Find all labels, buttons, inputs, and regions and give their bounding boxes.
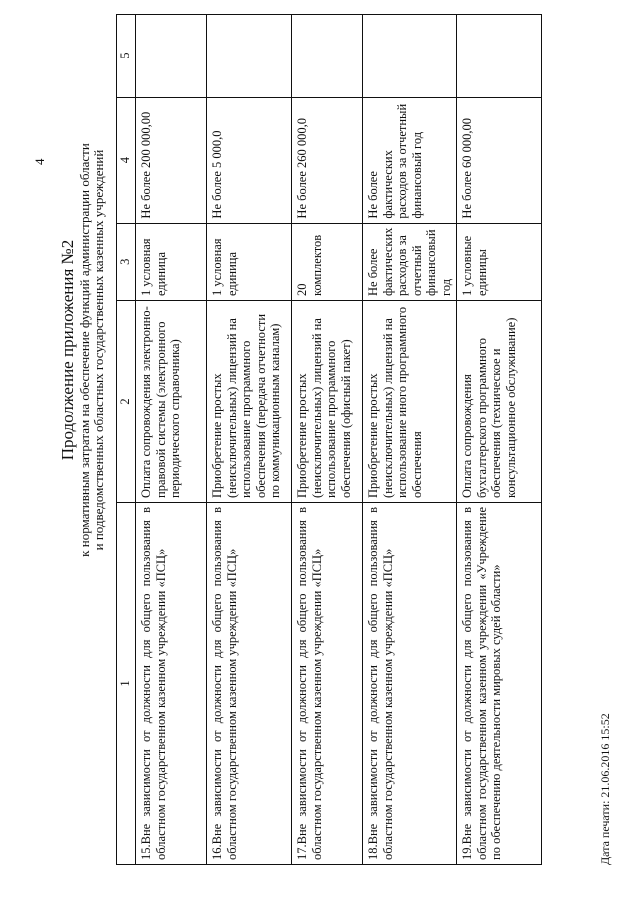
cell-price: Не более 200 000,00 bbox=[136, 97, 207, 223]
cell-col5 bbox=[457, 14, 542, 97]
table-header-row bbox=[117, 14, 136, 864]
cell-service: Приобретение простых (неисключительных) лицензий на использование программного обеспечения (передача отчетности по коммуникационным каналам) bbox=[207, 301, 292, 503]
table-row bbox=[136, 14, 207, 864]
header-col-4: 4 bbox=[117, 97, 136, 223]
table-row bbox=[292, 14, 363, 864]
cell-quantity: 1 условные единицы bbox=[457, 223, 542, 300]
cell-price: Не более 5 000,0 bbox=[207, 97, 292, 223]
header-col-5: 5 bbox=[117, 14, 136, 97]
print-date: Дата печати: 21.06.2016 15:52 bbox=[598, 713, 612, 865]
cell-description: 16.Вне зависимости от должности для общего пользования в областном государственном казенном учреждении «ПСЦ» bbox=[207, 503, 292, 865]
appendix-title: Продолжение приложения №2 bbox=[58, 239, 77, 461]
cell-col5 bbox=[292, 14, 363, 97]
header-col-2: 2 bbox=[117, 301, 136, 503]
cell-description: 19.Вне зависимости от должности для общего пользования в областном государственном казенном учреждении «Учреждение по обеспечению деятельности мировых судей области» bbox=[457, 503, 542, 865]
header-col-1: 1 bbox=[117, 503, 136, 865]
page-number: 4 bbox=[32, 158, 47, 165]
appendix-subtitle-line2: и подведомственных областных государственных казенных учреждений bbox=[91, 149, 106, 551]
cell-price: Не более 260 000,0 bbox=[292, 97, 363, 223]
cell-quantity: 1 условная единица bbox=[207, 223, 292, 300]
cell-description: 18.Вне зависимости от должности для общего пользования в областном государственном казенном учреждении «ПСЦ» bbox=[363, 503, 457, 865]
cell-quantity: 20 комплектов bbox=[292, 223, 363, 300]
table-row bbox=[207, 14, 292, 864]
cell-service: Приобретение простых (неисключительных) лицензий на использование программного обеспечения (офисный пакет) bbox=[292, 301, 363, 503]
cell-service: Оплата сопровождения электронно-правовой системы (электронного периодического справочника) bbox=[136, 301, 207, 503]
appendix-heading bbox=[58, 0, 106, 740]
norms-table bbox=[116, 14, 542, 865]
cell-service: Приобретение простых (неисключительных) лицензий на использование иного программного обеспечения bbox=[363, 301, 457, 503]
cell-col5 bbox=[136, 14, 207, 97]
header-col-3: 3 bbox=[117, 223, 136, 300]
cell-quantity: 1 условная единица bbox=[136, 223, 207, 300]
table-row bbox=[363, 14, 457, 864]
cell-service: Оплата сопровождения бухгалтерского программного обеспечения (техническое и консультационное обслуживание) bbox=[457, 301, 542, 503]
cell-description: 17.Вне зависимости от должности для общего пользования в областном государственном казенном учреждении «ПСЦ» bbox=[292, 503, 363, 865]
cell-col5 bbox=[207, 14, 292, 97]
cell-price: Не более фактических расходов за отчетный финансовый год bbox=[363, 97, 457, 223]
table-row bbox=[457, 14, 542, 864]
cell-col5 bbox=[363, 14, 457, 97]
appendix-subtitle-line1: к нормативным затратам на обеспечение функций администрации области bbox=[77, 143, 92, 557]
cell-description: 15.Вне зависимости от должности для общего пользования в областном государственном казенном учреждении «ПСЦ» bbox=[136, 503, 207, 865]
cell-quantity: Не более фактических расходов за отчетный финансовый год bbox=[363, 223, 457, 300]
cell-price: Не более 60 000,00 bbox=[457, 97, 542, 223]
